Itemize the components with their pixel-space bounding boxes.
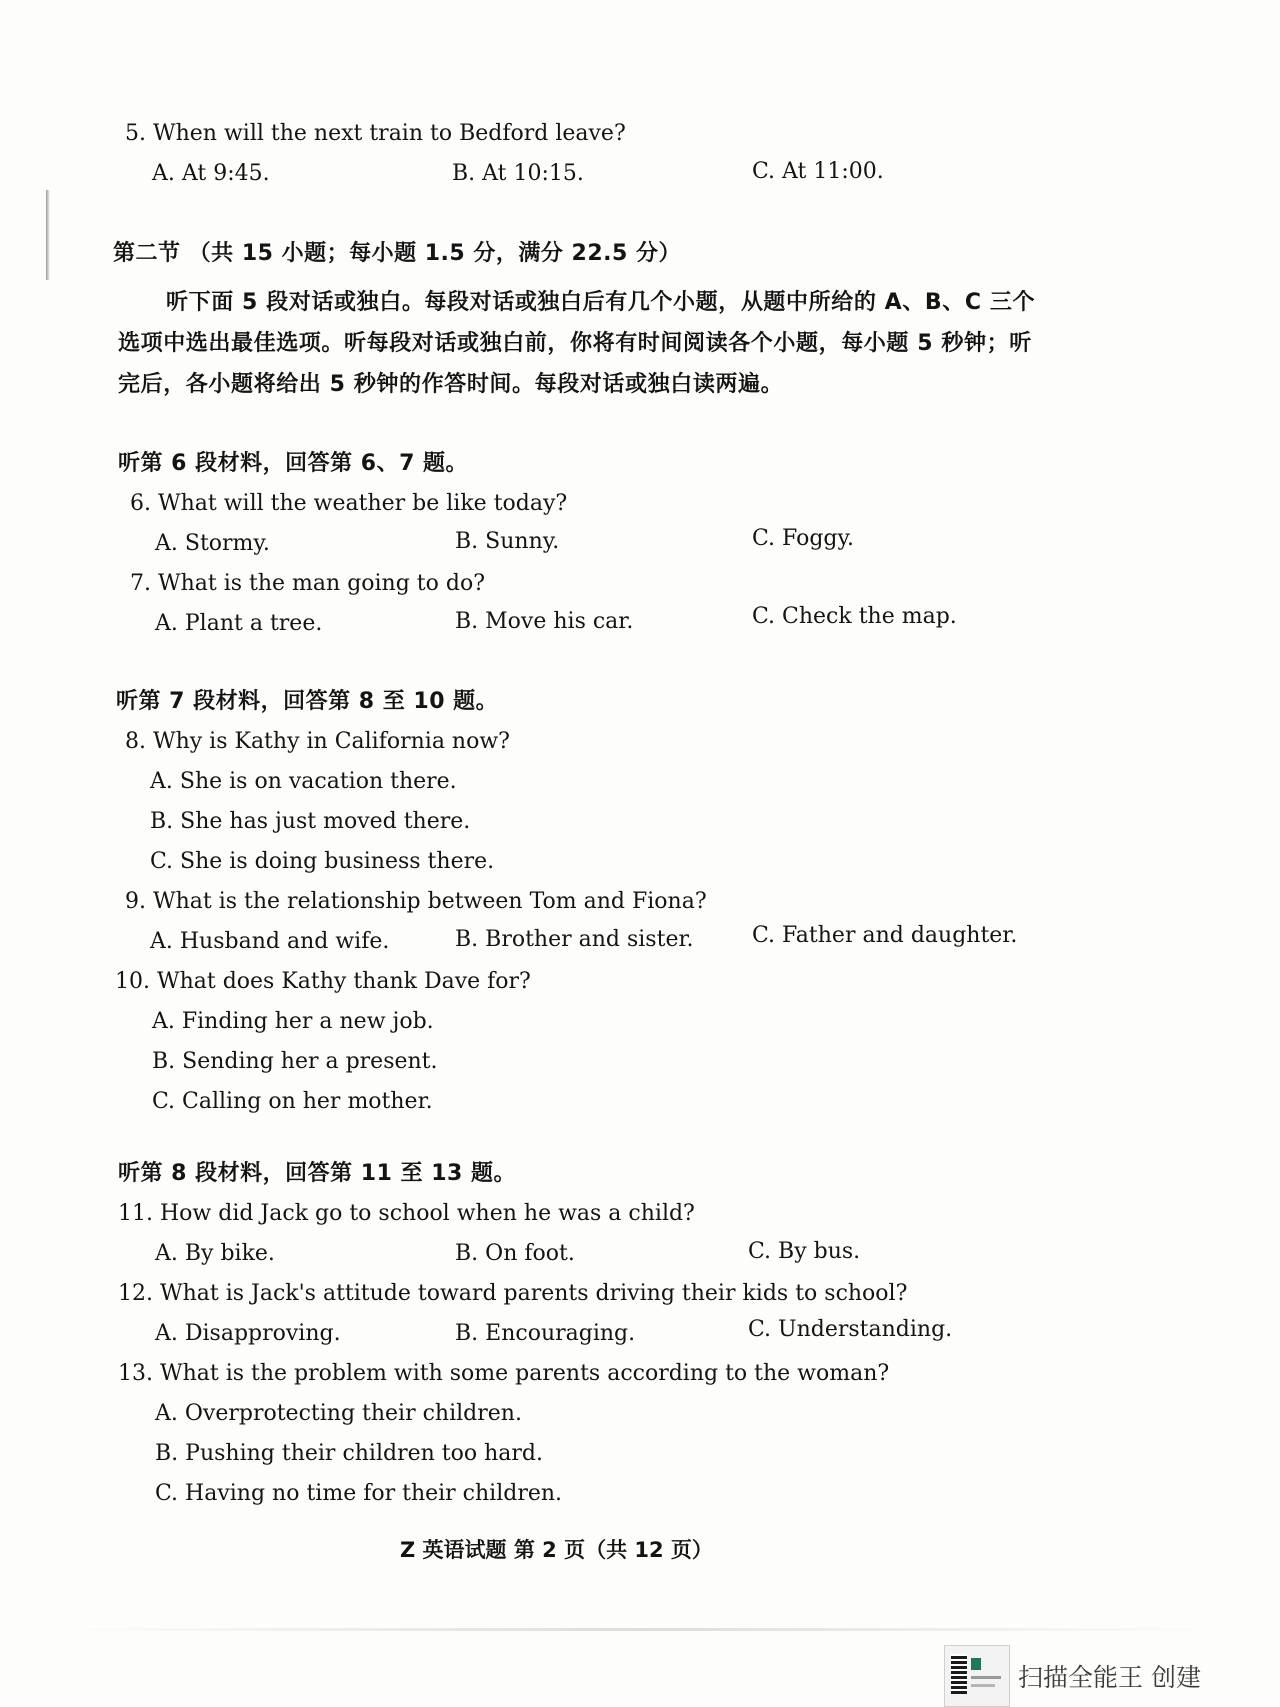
camscanner-logo-icon [944, 1645, 1010, 1707]
q6-option-a: A. Stormy. [155, 531, 270, 556]
q9-option-b: B. Brother and sister. [455, 927, 694, 952]
q11-stem: 11. How did Jack go to school when he was a child? [118, 1201, 695, 1226]
q10-option-b: B. Sending her a present. [152, 1049, 438, 1074]
q9-option-c: C. Father and daughter. [752, 923, 1018, 948]
scan-edge-shadow [46, 190, 50, 280]
q11-option-a: A. By bike. [155, 1241, 275, 1266]
q12-option-c: C. Understanding. [748, 1317, 953, 1342]
q10-option-c: C. Calling on her mother. [152, 1089, 433, 1114]
cs-badge-icon [971, 1658, 981, 1670]
q13-option-b: B. Pushing their children too hard. [155, 1441, 543, 1466]
qr-code-icon [951, 1654, 967, 1694]
q5-option-c: C. At 11:00. [752, 159, 884, 184]
q6-option-c: C. Foggy. [752, 526, 855, 551]
q11-option-b: B. On foot. [455, 1241, 575, 1266]
q6-option-b: B. Sunny. [455, 529, 560, 554]
material8-heading: 听第 8 段材料，回答第 11 至 13 题。 [118, 1161, 516, 1186]
q13-stem: 13. What is the problem with some parents according to the woman? [118, 1361, 890, 1386]
q9-stem: 9. What is the relationship between Tom and Fiona? [125, 889, 707, 914]
q13-option-c: C. Having no time for their children. [155, 1481, 563, 1506]
page-footer: Z 英语试题 第 2 页（共 12 页） [400, 1538, 713, 1562]
q7-option-a: A. Plant a tree. [155, 611, 323, 636]
q11-option-c: C. By bus. [748, 1239, 861, 1264]
q8-option-b: B. She has just moved there. [150, 809, 471, 834]
q7-option-c: C. Check the map. [752, 604, 957, 629]
q7-stem: 7. What is the man going to do? [130, 571, 486, 596]
logo-line-2 [971, 1684, 995, 1687]
q9-option-a: A. Husband and wife. [150, 929, 390, 954]
q12-stem: 12. What is Jack's attitude toward parents driving their kids to school? [118, 1281, 908, 1306]
q12-option-a: A. Disapproving. [155, 1321, 341, 1346]
q8-stem: 8. Why is Kathy in California now? [125, 729, 510, 754]
q5-option-b: B. At 10:15. [452, 161, 584, 186]
q5-option-a: A. At 9:45. [152, 161, 270, 186]
section2-instructions: 听下面 5 段对话或独白。每段对话或独白后有几个小题，从题中所给的 A、B、C 三个选项中选出最佳选项。听每段对话或独白前，你将有时间阅读各个小题，每小题 5 秒钟；听完后，各小题将给出 5 秒钟的作答时间。每段对话或独白读两遍。 [118, 290, 1036, 397]
logo-line [971, 1676, 1001, 1679]
section2-heading: 第二节 （共 15 小题；每小题 1.5 分，满分 22.5 分） [113, 241, 681, 266]
q12-option-b: B. Encouraging. [455, 1321, 636, 1346]
q13-option-a: A. Overprotecting their children. [155, 1401, 522, 1426]
q7-option-b: B. Move his car. [455, 609, 634, 634]
material6-heading: 听第 6 段材料，回答第 6、7 题。 [118, 451, 469, 476]
q10-option-a: A. Finding her a new job. [152, 1009, 434, 1034]
q10-stem: 10. What does Kathy thank Dave for? [115, 969, 531, 994]
scan-bottom-edge [60, 1628, 1220, 1631]
scanner-watermark [944, 1645, 1201, 1707]
material7-heading: 听第 7 段材料，回答第 8 至 10 题。 [116, 689, 499, 714]
q5-stem: 5. When will the next train to Bedford leave? [125, 121, 626, 146]
q6-stem: 6. What will the weather be like today? [130, 491, 568, 516]
q8-option-a: A. She is on vacation there. [150, 769, 457, 794]
q8-option-c: C. She is doing business there. [150, 849, 495, 874]
watermark-text: 扫描全能王 创建 [1018, 1663, 1201, 1692]
